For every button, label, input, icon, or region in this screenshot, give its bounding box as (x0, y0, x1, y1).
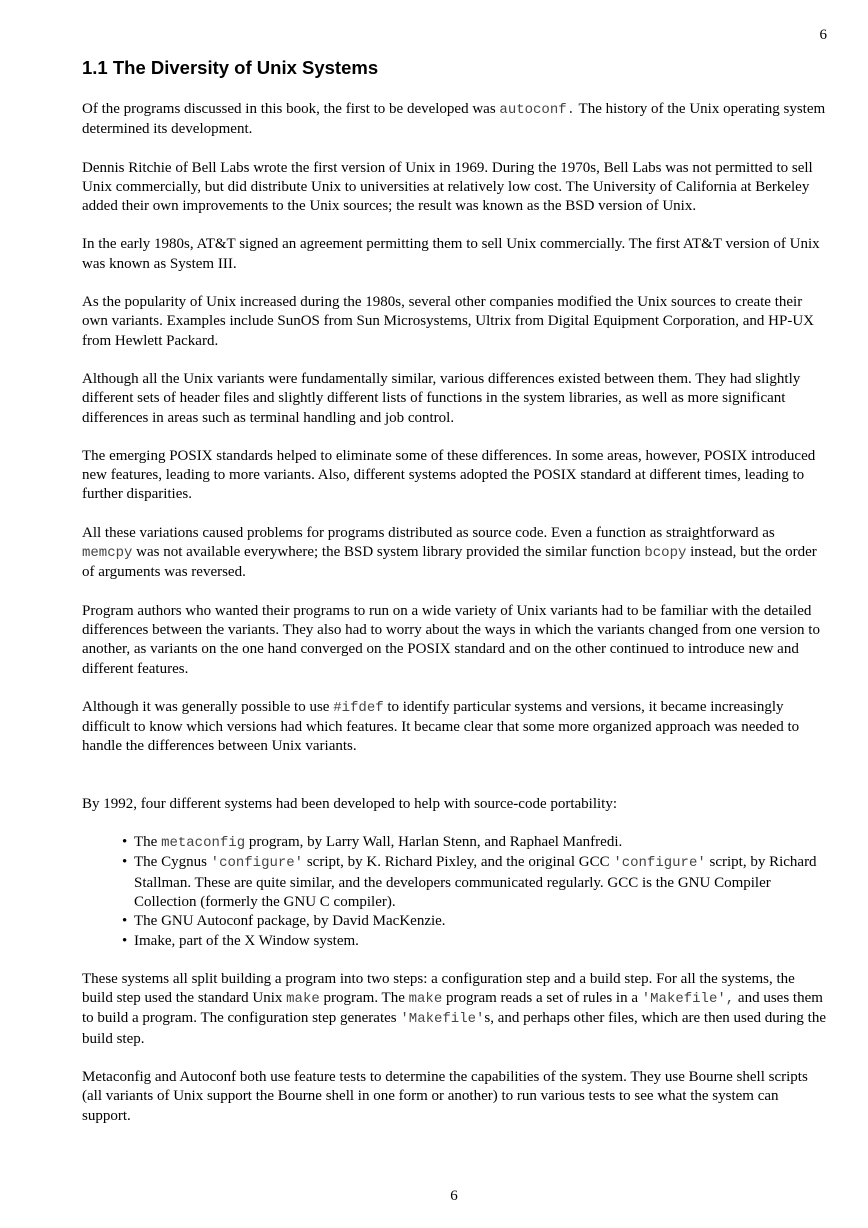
page-number-top: 6 (819, 27, 827, 43)
paragraph: The emerging POSIX standards helped to eliminate some of these differences. In some areas, however, POSIX introduced new features, leading to more variants. Also, different systems adopted the POSIX standard at different times, leading to further disparities. (82, 447, 816, 503)
inline-code: bcopy (644, 545, 687, 562)
inline-code: 'Makefile' (400, 1011, 485, 1028)
inline-code: 'Makefile', (641, 991, 735, 1008)
paragraph: Although it was generally possible to use #ifdef to identify particular systems and versions, it became increasingly difficult to know which versions had which features. It became clear that some more organized approach was needed to handle the differences between Unix variants. (82, 698, 800, 755)
inline-code: #ifdef (333, 699, 384, 716)
list-item: • The Cygnus 'configure' script, by K. Richard Pixley, and the original GCC 'configure' script, by Richard Stallman. These are quite similar, and the developers communicated regularly. GCC is the GNU Compiler Collection (formerly the GNU C compiler). (122, 853, 828, 912)
paragraph: By 1992, four different systems had been developed to help with source-code portability: (82, 795, 618, 812)
list-item: • The GNU Autoconf package, by David MacKenzie. (122, 912, 828, 931)
inline-code: memcpy (82, 545, 133, 562)
section-heading: 1.1 The Diversity of Unix Systems (82, 57, 379, 78)
inline-code: metaconfig (161, 835, 246, 852)
paragraph: All these variations caused problems for programs distributed as source code. Even a function as straightforward as memcpy was not available everywhere; the BSD system library provided the similar function bcopy instead, but the order of arguments was reversed. (82, 524, 817, 581)
paragraph: These systems all split building a program into two steps: a configuration step and a build step. For all the systems, the build step used the standard Unix make program. The make program reads a set of rules in a 'Makefile', and uses them to build a program. The configuration step generates 'Makefile's, and perhaps other files, which are then used during the build step. (82, 970, 826, 1047)
paragraph: Although all the Unix variants were fundamentally similar, various differences existed between them. They had slightly different sets of header files and slightly different lists of functions in the system libraries, as well as more significant differences in areas such as terminal handling and job control. (82, 370, 801, 426)
list-item: • Imake, part of the X Window system. (122, 932, 828, 951)
list-item: • The metaconfig program, by Larry Wall, Harlan Stenn, and Raphael Manfredi. (122, 833, 828, 853)
inline-code: 'configure' (613, 855, 706, 872)
inline-code: autoconf. (499, 102, 576, 118)
inline-code: make (408, 991, 443, 1008)
paragraph: As the popularity of Unix increased during the 1980s, several other companies modified the Unix sources to create their own variants. Examples include SunOS from Sun Microsystems, Ultrix from Digital Equipment Corporation, and HP-UX from Hewlett Packard. (82, 294, 814, 349)
paragraph: Program authors who wanted their programs to run on a wide variety of Unix variants had to be familiar with the detailed differences between the variants. They also had to worry about the ways in which the variants changed from one version to another, as variants on the one hand converged on the POSIX standard and on the other continued to introduce new and different features. (82, 602, 820, 677)
paragraph: Metaconfig and Autoconf both use feature tests to determine the capabilities of the system. They use Bourne shell scripts (all variants of Unix support the Bourne shell in one form or another) to run various tests to see what the system can support. (82, 1068, 808, 1124)
inline-code: 'configure' (210, 855, 304, 872)
bullet-list (82, 833, 828, 951)
inline-code: make (286, 991, 320, 1008)
paragraph: Dennis Ritchie of Bell Labs wrote the first version of Unix in 1969. During the 1970s, Bell Labs was not permitted to sell Unix commercially, but did distribute Unix to universities at relatively low cost. The University of California at Berkeley added their own improvements to the Unix sources; the result was known as the BSD version of Unix. (82, 159, 813, 215)
paragraph: In the early 1980s, AT&T signed an agreement permitting them to sell Unix commercially. The first AT&T version of Unix was known as System III. (82, 236, 820, 272)
document-body (82, 56, 828, 1145)
paragraph: Of the programs discussed in this book, the first to be developed was autoconf. The history of the Unix operating system determined its development. (82, 101, 826, 138)
spacer (82, 776, 828, 795)
page-number-bottom: 6 (450, 1188, 458, 1204)
